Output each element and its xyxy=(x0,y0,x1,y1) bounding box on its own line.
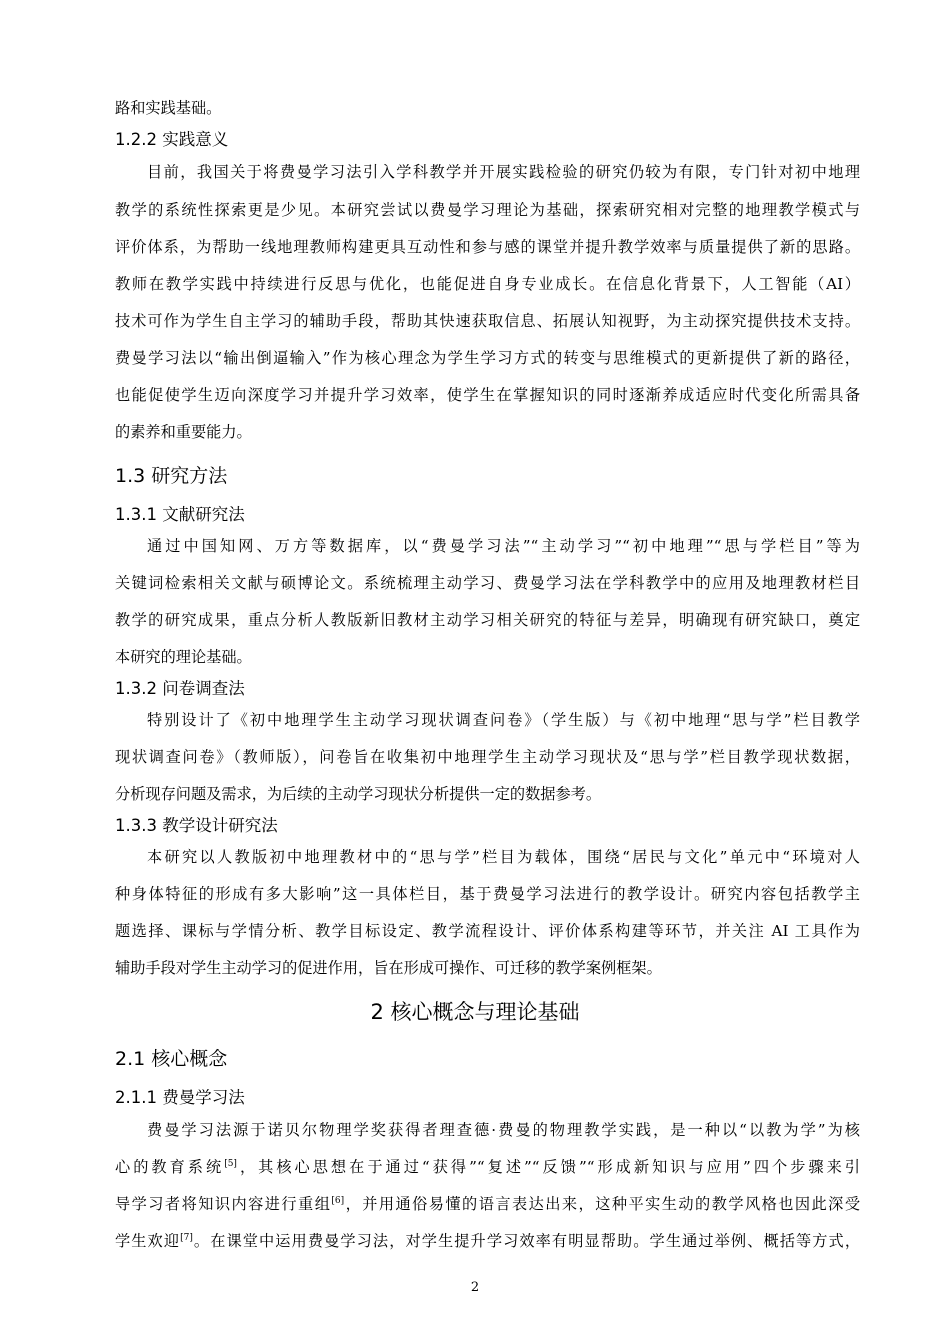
paragraph-line: 辅助手段对学生主动学习的促进作用，旨在形成可操作、可迁移的教学案例框架。 xyxy=(115,959,662,977)
section-heading-1-3-3: 1.3.3 教学设计研究法 xyxy=(115,816,278,835)
paragraph-line: 题选择、课标与学情分析、教学目标设定、教学流程设计、评价体系构建等环节，并关注 AI 工具作为 xyxy=(115,922,860,940)
paragraph-text: 。在课堂中运用费曼学习法，对学生提升学习效率有明显帮助。学生通过举例、概括等方式， xyxy=(192,1232,861,1250)
paragraph-line xyxy=(115,1193,860,1215)
paragraph-line: 特别设计了《初中地理学生主动学习现状调查问卷》（学生版）与《初中地理“思与学”栏目教学 xyxy=(147,711,860,729)
paragraph-line: 技术可作为学生自主学习的辅助手段，帮助其快速获取信息、拓展认知视野，为主动探究提供技术支持。 xyxy=(115,312,860,330)
paragraph-line: 本研究以人教版初中地理教材中的“思与学”栏目为载体，围绕“居民与文化”单元中“环境对人 xyxy=(147,848,860,866)
section-heading-1-3-2: 1.3.2 问卷调查法 xyxy=(115,679,245,698)
paragraph-text: 学生欢迎 xyxy=(115,1232,181,1250)
paragraph-line: 的素养和重要能力。 xyxy=(115,423,252,441)
section-heading-2-1: 2.1 核心概念 xyxy=(115,1048,228,1070)
section-heading-1-3: 1.3 研究方法 xyxy=(115,465,228,487)
section-heading-1-2-2: 1.2.2 实践意义 xyxy=(115,130,229,149)
paragraph-line: 评价体系，为帮助一线地理教师构建更具互动性和参与感的课堂并提升教学效率与质量提供了新的思路。 xyxy=(115,238,860,256)
paragraph-text: ，其核心思想在于通过“获得”“复述”“反馈”“形成新知识与应用”四个步骤来引 xyxy=(236,1158,860,1176)
chapter-heading-2: 2 核心概念与理论基础 xyxy=(370,1000,580,1024)
paragraph-line: 费曼学习法源于诺贝尔物理学奖获得者理查德·费曼的物理教学实践，是一种以“以教为学”为核 xyxy=(147,1121,860,1139)
paragraph-line xyxy=(115,1230,860,1252)
paragraph-line: 分析现存问题及需求，为后续的主动学习现状分析提供一定的数据参考。 xyxy=(115,785,601,803)
citation-ref: [5] xyxy=(224,1159,237,1169)
paragraph-line: 也能促使学生迈向深度学习并提升学习效率，使学生在掌握知识的同时逐渐养成适应时代变化所需具备 xyxy=(115,386,860,404)
page-number: 2 xyxy=(470,1280,480,1295)
citation-ref: [6] xyxy=(331,1196,345,1206)
carry-over-text: 路和实践基础。 xyxy=(115,99,222,117)
citation-ref: [7] xyxy=(180,1233,193,1243)
paragraph-line: 目前，我国关于将费曼学习法引入学科教学并开展实践检验的研究仍较为有限，专门针对初中地理 xyxy=(147,163,860,181)
paragraph-text: 心的教育系统 xyxy=(115,1158,225,1176)
section-heading-2-1-1: 2.1.1 费曼学习法 xyxy=(115,1088,245,1107)
paragraph-line: 教学的研究成果，重点分析人教版新旧教材主动学习相关研究的特征与差异，明确现有研究缺口，奠定 xyxy=(115,611,860,629)
paragraph-text: ，并用通俗易懂的语言表达出来，这种平实生动的教学风格也因此深受 xyxy=(344,1195,861,1213)
paragraph-line: 关键词检索相关文献与硕博论文。系统梳理主动学习、费曼学习法在学科教学中的应用及地理教材栏目 xyxy=(115,574,860,592)
paragraph-line: 现状调查问卷》（教师版），问卷旨在收集初中地理学生主动学习现状及“思与学”栏目教学现状数据， xyxy=(115,748,860,766)
paragraph-line: 种身体特征的形成有多大影响”这一具体栏目，基于费曼学习法进行的教学设计。研究内容包括教学主 xyxy=(115,885,860,903)
paragraph-line: 费曼学习法以“输出倒逼输入”作为核心理念为学生学习方式的转变与思维模式的更新提供了新的路径， xyxy=(115,349,860,367)
paragraph-line: 通过中国知网、万方等数据库，以“费曼学习法”“主动学习”“初中地理”“思与学栏目”等为 xyxy=(147,537,860,555)
paragraph-text: 导学习者将知识内容进行重组 xyxy=(115,1195,332,1213)
paragraph-line: 教师在教学实践中持续进行反思与优化，也能促进自身专业成长。在信息化背景下，人工智能（AI） xyxy=(115,275,860,293)
paragraph-line: 本研究的理论基础。 xyxy=(115,648,252,666)
paragraph-line xyxy=(115,1156,860,1178)
paragraph-line: 教学的系统性探索更是少见。本研究尝试以费曼学习理论为基础，探索研究相对完整的地理教学模式与 xyxy=(115,201,860,219)
section-heading-1-3-1: 1.3.1 文献研究法 xyxy=(115,505,245,524)
